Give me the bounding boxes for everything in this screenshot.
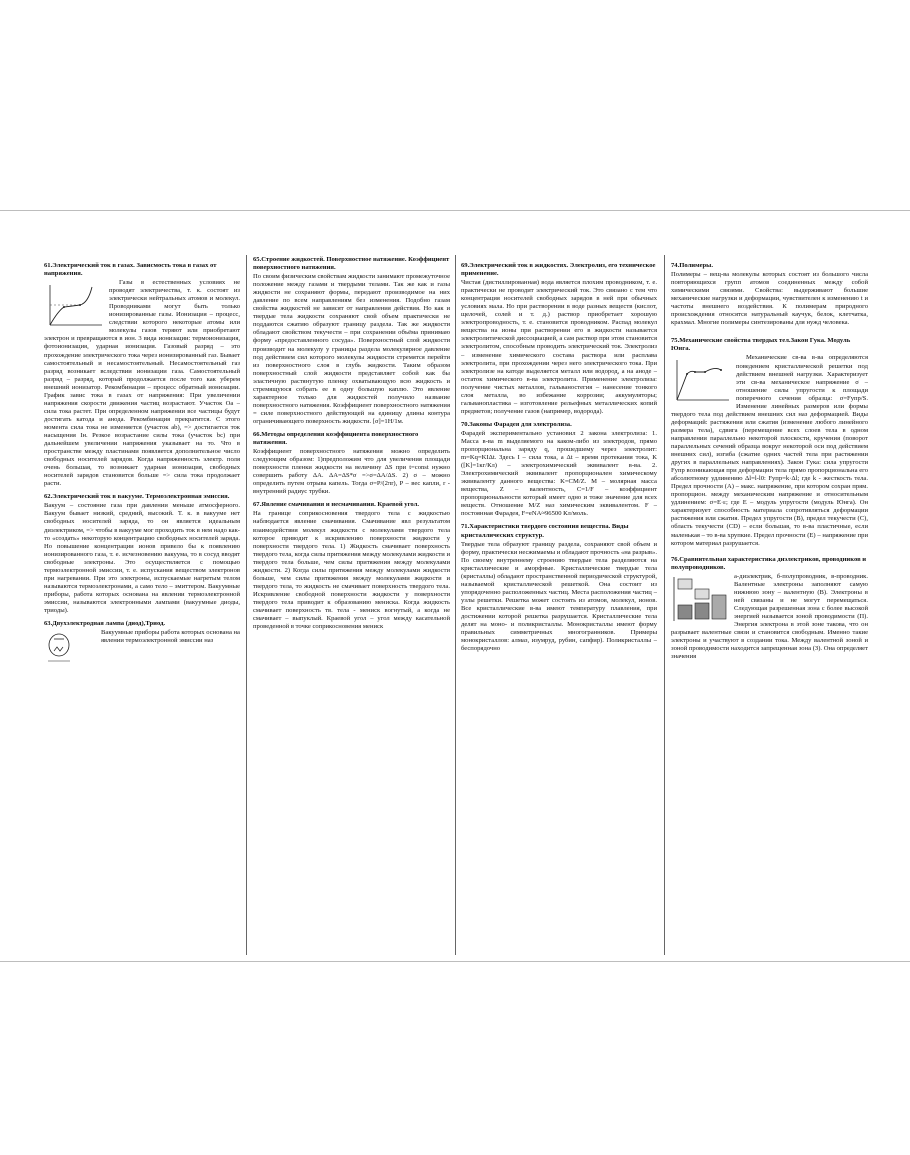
column-divider (455, 255, 456, 955)
section-title: 75.Механические свойства твердых тел.Закон Гука. Модуль Юнга. (671, 337, 851, 353)
section-text: Вакуум – состояние газа при давлении меньше атмосферного. Вакуум бывает низкий, средний, высокий. Т. к. в вакууме нет свободных носителей заряда, то он является идеальным диэлектриком, => чтобы в вакууме мог проходить ток в нем надо как-то «создать» некоторую концентрацию свободных носителей заряда. Но повышение концентрации ионов привело бы к появлению ионизированного газа, т. е. исчезновению вакуума, то в сосуд вводят свободные электроны. Это осуществляется с помощью термоэлектронной эмиссии, т. е. испускания веществом электронов при нагревании. При это электроны, испускаемые нагретым телом называются термоэлектронами, а само тело – эмиттером. Вакуумные приборы, работа которых основана на явлении термоэлектронной эмиссии, называются электронными лампами (вакуумные диоды, триоды). (44, 502, 240, 614)
section-text: На границе соприкосновения твердого тела с жидкостью наблюдается явление смачивания. Смачивание явл результатом взаимодействия молекул жидкости с молекулами твердого тела которое приводит к искривлению поверхности жидкости у поверхности твердого тела. 1) Жидкость смачивает поверхность твердого тела, когда силы притяжения между молекулами жидкости и твердого тела больше, чем силы притяжения между молекулами жидкости. 2) Когда силы притяжения между молекулами жидкости больше, чем силы притяжения между молекулами жидкости и твердого тела, то жидкость не смачивает поверхность твердого тела. Искривление свободной поверхности жидкости у поверхности твердого тела приводит к образованию мениска. Когда жидкость смачивает поверхность тв. тела - мениск вогнутый, а когда не смачивает – выпуклый. Краевой угол – угол между касательной проведенной в точке соприкосновения мениск (253, 510, 450, 631)
section-text: Газы в естественных условиях не проводят электричества, т. к. состоят из электрически нейтральных атомов и молекул. Проводниками могут быть только ионизированные газы. Ионизация – процесс, следствии которого некоторые атомы или молекулы газов теряют или приобретают электрон и превращаются в ион. 3 вида ионизации: термоионизация, фотоионизация, ударная ионизация. Газовый разряд – это прохождение электрического тока через ионизированный газ. Бывает самостоятельный и несамостоятельный. Несамостоятельный газ разряд возникает вследствии ионизации газа. Самостоятельный разряд – разряд, который продолжается после того как уберем внешний ионизатор. Рекомбинация – процесс обратный ионизации. График завис тока в газах от напряжения: При увеличении напряжения скорости движения частиц возрастают. Участок Оа – сила тока растет. При определенном напряжении все частицы будут достигать катода и анода. Рекомбинация прекратится. С этого момента сила тока не изменяется (участок аb), => достигается ток насыщения Iн. Резкое возрастание силы тока (участок bс) при дальнейшем увеличении напряжения указывает на то. Что в пространстве между пластинами появляется дополнительное число свободных носителей зарядов. Когда напряженность электр. поля очень большая, то возникает ударная ионизация, свободных носителей зарядов становится больше => сила тока продолжает расти. (44, 279, 240, 488)
column-divider (664, 255, 665, 955)
column-2 (253, 256, 450, 946)
energy-band-diagram (671, 575, 729, 623)
section-75 (671, 337, 868, 547)
section-title: 76.Сравнительная характеристика диэлектриков, проводников и полупроводников. (671, 555, 867, 571)
stress-strain-graph-figure (671, 356, 731, 406)
section-70 (461, 421, 657, 519)
section-title: 66.Методы определения коэффициента поверхностного натяжения. (253, 430, 419, 447)
section-67 (253, 501, 450, 631)
section-title: 74.Полимеры. (671, 262, 713, 269)
section-69 (461, 262, 657, 416)
section-text: Вакуумные приборы работа которых основана на явлении термоэлектронной эмиссии наз (101, 629, 240, 645)
section-76 (671, 556, 868, 662)
section-title: 71.Характеристики твердого состояния вещества. Виды кристаллических структур. (461, 523, 629, 539)
vacuum-diode-figure (44, 631, 96, 665)
section-title: 63.Двухэлектродная лампа (диод),Триод. (44, 620, 166, 628)
section-title: 70.Законы Фарадея для электролиза. (461, 420, 572, 428)
energy-band-diagram-figure (671, 575, 729, 623)
current-voltage-graph-figure (44, 281, 104, 331)
section-74 (671, 262, 868, 327)
section-61 (44, 262, 240, 488)
section-text: По своим физическим свойствам жидкости занимают промежуточное положение между газами и твердыми телами. Так же как и газы жидкости не сохраняют формы, передают производимое на них давление по всем направлениям без изменения. Подобно газам свойства жидкостей не зависят от направления действия. Но как и твердые тела жидкости сохраняют свой объем практически не поддаются сжатию образуют границу раздела. Так же жидкости обладают свойством текучести – при сохранении объёма принимаю форму «предоставленного сосуда». Поверхностный слой жидкости производит на молекулу у границы раздела молекулярное давление под действием сил которого молекулы жидкости стремятся перейти из поверхностного слоя в глубь жидкости. Таким образом поверхностный слой жидкости представляет собой как бы эластичную растянутую пленку охватывающую всю жидкость и стремящуюся собрать ее в одну большую каплю. Это явление характерное только для жидкостей получило название поверхностного натяжения. Коэффициент поверхностного натяжения = силе поверхностного действующей на единицу длины контура ограничивающего поверхность жидкости. [σ]=1Н/1м. (253, 273, 450, 425)
column-3 (461, 262, 657, 952)
column-1 (44, 262, 240, 952)
section-63 (44, 620, 240, 645)
section-66 (253, 431, 450, 496)
section-title: 61.Электрический ток в газах. Зависмость тока в газах от напряжения. (44, 262, 217, 278)
section-62 (44, 493, 240, 615)
section-text: Полимеры – вещ-ва молекулы которых состоят из большого числа повторяющихся групп атомов соединенных между собой химическими связями. Свойства: выдерживают большие механические нагрузки и деформации, чувствителен к изменению t и частоты внешнего воздействия. К полимерам природного происхождения относятся натуральный каучук, белок, клетчатка, крахмал. Многие полимеры синтезированы для нужд человека. (671, 271, 868, 327)
section-title: 62.Электрический ток в вакууме. Термоэлектронная эмиссия. (44, 493, 230, 501)
column-divider (246, 255, 247, 955)
section-title: 65.Строение жидкостей. Поверхностное натяжение. Коэффициент поверхностного натяжения. (253, 256, 450, 272)
section-text: Механические св-ва в-ва определяются поведением кристаллической решетки под действием внешней нагрузки. Характеризует эти св-ва механическое напряжение σ – отношение силы упругости к площади поперечного сечения образца: σ=Fупр/S. Изменение линейных размеров или формы твердого тела под действием внешних сил наз деформацией. Виды деформаций: растяжения или сжатия (изменение любого линейного размера тела), сдвига (перемещение всех слоев тела в одном направлении параллельно некоторой плоскости, кручения (поворот параллельных сечений образца вокруг некоторой оси под действием внешних сил), изгиба (сжатие одних частей тела при растяжении других в параллельных направлениях). Закон Гука: сила упругости Fупр возникающая при деформации тела прямо пропорциональна его абсолютному удлинению Δl=l-l0: Fупр=k·Δl; где k - жесткость тела. Предел прочности (A) – макс. напряжение, при котором сохран прям. пропорцион. между механическим напряжение и относительным удлинением: σ=E·ε; где E – модуль упругости (модуль Юнга). Он характеризует способность материала сопротивляться деформации растяжения или сжатия. Предел упругости (B), предел текучести (C), область текучести (CD) – если большая, то в-ва пластичные, если маленькая – то в-ва хрупкие. Предел прочности (E) – напряжение при котором материал разрушается. (671, 354, 868, 547)
section-text: Чистая (дистиллированная) вода является плохим проводником, т. е. практически не проводит электрический ток. Это связано с тем что концентрация носителей свободных зарядов в ней при обычных условиях мала. Но при растворении в воде разных веществ (кислот, щелочей, солей и т. д.) раствор приобретает хорошую электропроводность, т. е. становится проводником. Распад молекул вещества на ионы при растворении его в жидкости называется электролитической диссоциацией, а сам раствор при этом становится электролитом, способным проводить электрический ток. Электролиз – изменение химического состава раствора или расплава электролита, при прохождении через него электрического тока. При электролизе на катоде выделяется металл или водород, а на аноде – остаток химического в-ва электролита. Применение электролиза: получение чистых металлов, гальваностегия – нанесение тонкого слоя металла, во избежание коррозии; аккумуляторы; гальванопластика – изготовление рельефных металлических копий предметов; получение газов (например, водорода). (461, 279, 657, 415)
section-title: 69.Электрический ток в жидкостях. Электролиз, его техническое применение. (461, 262, 656, 278)
section-text: Коэффициент поверхностного натяжения можно определить следующим образом: 1)предположим что для увеличения площади поверхности пленки жидкости на величину ΔS при t=const нужно совершить работу ΔA. ΔA=ΔS*σ =>σ=ΔA/ΔS. 2) σ – можно определить путем отрыва капель. Тогда σ=P/(2πr), P – вес капли, r - внутренний радиус трубки. (253, 448, 450, 496)
section-65 (253, 256, 450, 426)
column-4 (671, 262, 868, 952)
section-71 (461, 523, 657, 653)
section-text: Твердые тела образуют границу раздела, сохраняют свой объем и форму, практически несжимаемы и обладают прочность «на разрыв». По своему внутреннему строению твердые тела разделяются на кристаллические и аморфные. Кристаллические твердые тела (кристаллы) обладают пространственной периодической структурой, называемой кристаллической решеткой. Она состоит из упорядоченно расположенных частиц. Места расположения частиц – узлы решетки. Решетка может состоять из атомов, молекул, ионов. Все кристаллические в-ва имеют температуру плавления, при достижении которой решетка разрушается. Кристаллические тела делят на моно- и поликристаллы. Монокристаллы имеют форму правильных симметричных многогранников. Примеры монокристаллов: алмаз, изумруд, рубин, сапфир). Поликристаллы – беспорядочно (461, 540, 657, 653)
current-voltage-graph (44, 281, 104, 331)
section-text: а-диэлектрик, б-полупроводник, в-проводник. Валентные электроны заполняют самую нижнюю зону – валентную (В). Электроны в ней связаны и не могут перемещаться. Следующая разрешенная зона с более высокой энергией называется зоной проводимости (П). Энергия электрона в этой зоне такова, что он разрывает валентные связи и становится свободным. Именно такие электроны и участвуют в создании тока. Между валентной зоной и зоной проводимости находится запрещенная зона (З). Она определяет значения (671, 572, 868, 661)
section-title: 67.Явление смачивания и несмачивания. Краевой угол. (253, 501, 419, 509)
section-text: Фарадей экспериментально установил 2 закона электролиза: 1. Масса в-ва m выделяемого на каком-либо из электродов, прямо пропорциональна заряду q, прошедшему через электролит: m=Kq=KIΔt. Здесь I – сила тока, а Δt – время протекания тока, K ([K]=1кг/Кл) – электрохимический эквивалент в-ва. 2. Электрохимический эквивалент пропорционален химическому эквиваленту данного вещества: K=CM/Z. M – молярная масса вещества, Z – валентность, C=1/F – коэффициент пропорциональности который имеет одно и тоже значение для всех веществ. Отношение M/Z наз химическим эквивалентом. F – постоянная Фарадея, F=eNA≈96500 Кл/моль. (461, 429, 657, 518)
vacuum-diode-drawing (44, 631, 96, 665)
stress-strain-graph (671, 356, 731, 406)
